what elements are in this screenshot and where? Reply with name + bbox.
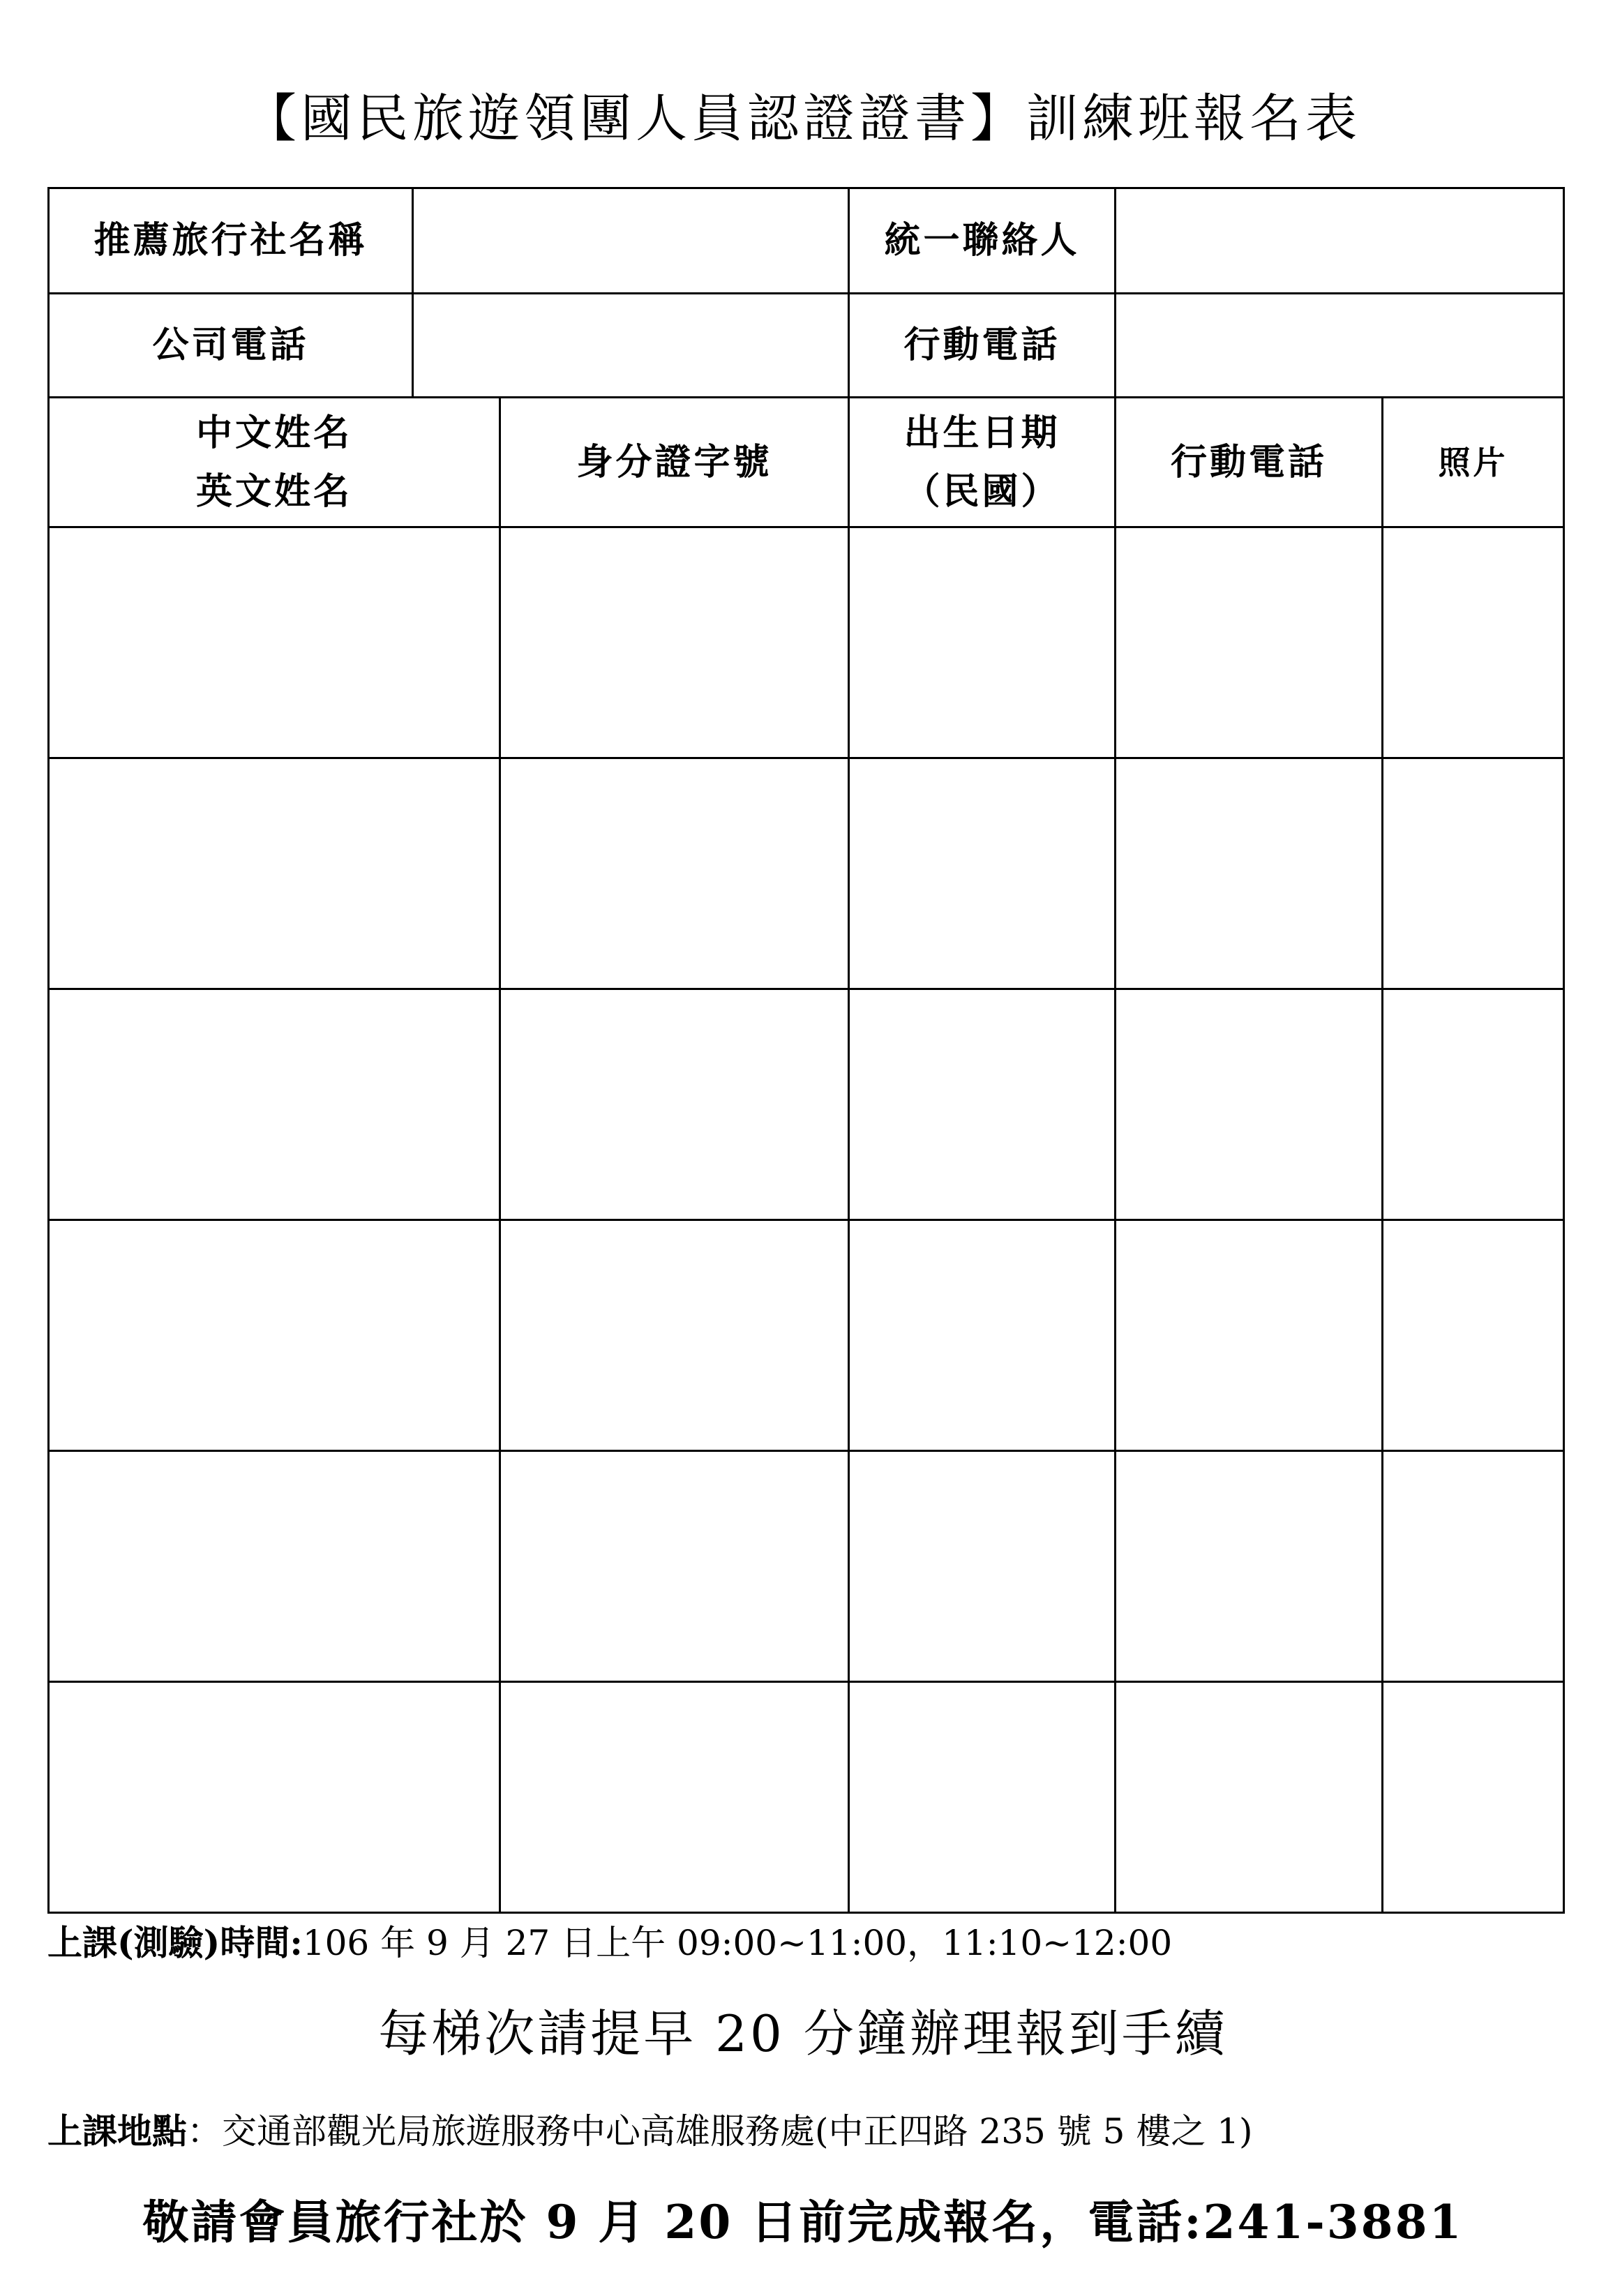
class-location-label: 上課地點 [47,2110,187,2152]
id-number-cell[interactable] [500,527,849,758]
photo-cell[interactable] [1383,527,1564,758]
applicant-row [49,1682,1564,1913]
check-in-notice: 每梯次請提早 20 分鐘辦理報到手續 [378,2004,1228,2063]
applicant-row [49,1451,1564,1682]
agency-mobile-field[interactable] [1116,294,1564,398]
class-location-value: ：交通部觀光局旅遊服務中心高雄服務處(中正四路 235 號 5 樓之 1) [187,2111,1253,2152]
applicant-row [49,1220,1564,1451]
photo-cell[interactable] [1383,758,1564,989]
photo-column-header: 照片 [1383,398,1564,527]
name-cell[interactable] [49,527,500,758]
mobile-cell[interactable] [1116,1220,1383,1451]
birth-date-cell[interactable] [849,527,1116,758]
registration-table [47,187,1565,1914]
birth-date-header: 出生日期 [903,411,1060,454]
form-title: 【國民旅遊領團人員認證證書】訓練班報名表 [245,89,1361,149]
name-cell[interactable] [49,1451,500,1682]
applicant-row [49,989,1564,1220]
photo-cell[interactable] [1383,989,1564,1220]
birth-date-cell[interactable] [849,758,1116,989]
name-cell[interactable] [49,989,500,1220]
id-number-column-header: 身分證字號 [500,398,849,527]
contact-person-label: 統一聯絡人 [849,188,1116,294]
contact-person-field[interactable] [1116,188,1564,294]
english-name-header: 英文姓名 [195,470,352,513]
birth-date-cell[interactable] [849,989,1116,1220]
name-cell[interactable] [49,1682,500,1913]
birth-date-cell[interactable] [849,1451,1116,1682]
id-number-cell[interactable] [500,758,849,989]
agency-name-label: 推薦旅行社名稱 [49,188,413,294]
class-schedule-value: 106 年 9 月 27 日上午 09:00~11:00，11:10~12:00 [302,1923,1173,1963]
column-header-row [49,398,1564,527]
id-number-cell[interactable] [500,1451,849,1682]
chinese-name-header: 中文姓名 [195,411,352,454]
birth-date-era-note: （民國） [903,470,1060,513]
id-number-cell[interactable] [500,1220,849,1451]
name-cell[interactable] [49,758,500,989]
applicant-row [49,527,1564,758]
name-column-header [49,398,500,527]
photo-cell[interactable] [1383,1220,1564,1451]
id-number-cell[interactable] [500,989,849,1220]
class-schedule [47,1919,1172,1967]
agency-name-row [49,188,1564,294]
mobile-column-header: 行動電話 [1116,398,1383,527]
photo-cell[interactable] [1383,1682,1564,1913]
mobile-cell[interactable] [1116,758,1383,989]
birth-date-cell[interactable] [849,1682,1116,1913]
mobile-cell[interactable] [1116,1451,1383,1682]
birth-date-cell[interactable] [849,1220,1116,1451]
mobile-cell[interactable] [1116,989,1383,1220]
class-schedule-label: 上課(測驗)時間: [47,1922,303,1963]
mobile-cell[interactable] [1116,1682,1383,1913]
registration-deadline: 敬請會員旅行社於 9 月 20 日前完成報名，電話:241-3881 [142,2195,1464,2249]
id-number-cell[interactable] [500,1682,849,1913]
company-phone-label: 公司電話 [49,294,413,398]
applicant-row [49,758,1564,989]
company-phone-field[interactable] [413,294,849,398]
agency-name-field[interactable] [413,188,849,294]
birth-date-column-header [849,398,1116,527]
photo-cell[interactable] [1383,1451,1564,1682]
agency-phone-row [49,294,1564,398]
name-cell[interactable] [49,1220,500,1451]
mobile-cell[interactable] [1116,527,1383,758]
agency-mobile-label: 行動電話 [849,294,1116,398]
class-location [47,2107,1253,2156]
